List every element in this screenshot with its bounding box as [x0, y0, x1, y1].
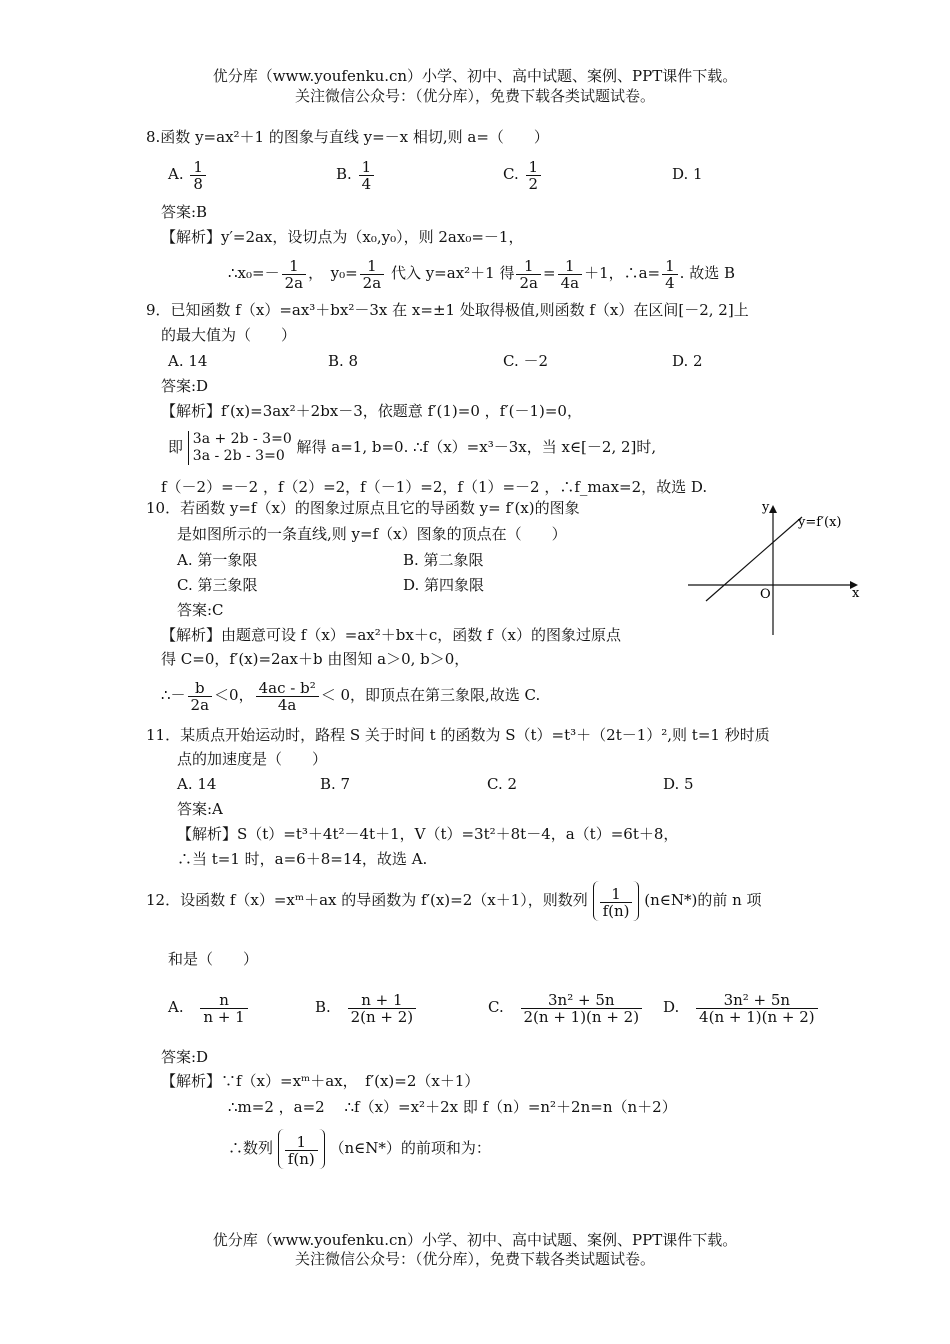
- q10-solution-2: 得 C=0，f′(x)=2ax＋b 由图知 a＞0, b＞0，: [161, 650, 470, 668]
- q11-solution-2: ∴当 t=1 时，a=6＋8=14，故选 A.: [177, 850, 428, 868]
- q12-solution-3: ∴数列 $\frac{1}{f(n)}$ （n∈N*）的前项和为：: [228, 1128, 491, 1169]
- q10-derivative-graph: [680, 495, 870, 640]
- curve-label: y=f′(x): [798, 515, 842, 530]
- q12-solution-1: 【解析】∵f（x）=xᵐ＋ax， f′(x)=2（x＋1）: [161, 1072, 480, 1090]
- y-axis-arrow: [769, 505, 777, 513]
- q8-option-b: B. $\frac{1}{4}$: [336, 155, 376, 193]
- q8-solution-1: 【解析】y′=2ax，设切点为（x₀,y₀），则 2ax₀=－1，: [161, 228, 524, 246]
- q9-option-c: C. －2: [503, 352, 549, 370]
- q9-option-a: A. 14: [168, 352, 208, 370]
- q12-solution-2: ∴m=2 ，a=2 ∴f（x）=x²＋2x 即 f（n）=n²＋2n=n（n＋2）: [228, 1098, 677, 1116]
- footer-line-2: 关注微信公众号：（优分库），免费下载各类试题试卷。: [294, 1250, 655, 1268]
- q10-option-a: A. 第一象限: [177, 551, 258, 569]
- q8-solution-2: ∴x₀=－ $\frac{1}{2a}$ ， y₀= $\frac{1}{2a}$ 代入 y=ax²＋1 得 $\frac{1}{2a}$ = $\frac{1}{4a}$ ＋1，∴a= $\frac{1}{4}$ . 故选 B: [228, 256, 735, 292]
- x-axis-label: x: [852, 586, 860, 601]
- q10-stem-1: 10．若函数 y=f（x）的图象过原点且它的导函数 y= f′(x)的图象: [146, 499, 580, 517]
- q12-stem-2: 和是（ ）: [168, 950, 259, 968]
- q10-answer: 答案:C: [177, 601, 224, 619]
- q9-solution-3: f（－2）=－2 ，f（2）=2，f（－1）=2，f（1）=－2 ，∴f_max=2，故选 D.: [161, 478, 708, 496]
- origin-label: O: [760, 587, 771, 602]
- header-line-2: 关注微信公众号：（优分库），免费下载各类试题试卷。: [294, 87, 655, 105]
- q9-answer: 答案:D: [161, 377, 209, 395]
- q12-stem: 12．设函数 f（x）=xᵐ＋ax 的导函数为 f′(x)=2（x＋1），则数列 $\frac{1}{f(n)}$ (n∈N*)的前 n 项: [146, 880, 762, 921]
- q8-option-a: A. $\frac{1}{8}$: [168, 155, 208, 193]
- q10-option-b: B. 第二象限: [403, 551, 484, 569]
- q11-solution-1: 【解析】S（t）=t³＋4t²－4t＋1，V（t）=3t²＋8t－4，a（t）=6t＋8，: [177, 825, 679, 843]
- q12-option-d: D. $\frac{\text{3n² + 5n}}{4(n + 1)(n + 2)}$: [663, 987, 820, 1027]
- q10-option-d: D. 第四象限: [403, 576, 485, 594]
- q11-option-d: D. 5: [663, 775, 694, 793]
- q9-stem-1: 9．已知函数 f（x）=ax³＋bx²－3x 在 x=±1 处取得极值,则函数 f（x）在区间[－2, 2]上: [146, 301, 749, 319]
- q12-option-b: B. $\frac{n + 1}{2(n + 2)}$: [315, 987, 418, 1027]
- q11-stem-2: 点的加速度是（ ）: [177, 750, 328, 768]
- q12-option-c: C. $\frac{\text{3n² + 5n}}{2(n + 1)(n + 2)}$: [488, 987, 644, 1027]
- q8-stem: 8.函数 y=ax²＋1 的图象与直线 y=－x 相切,则 a=（ ）: [146, 128, 549, 146]
- header-line-1: 优分库（www.youfenku.cn）小学、初中、高中试题、案例、PPT课件下载。: [212, 67, 738, 85]
- q8-option-c: C. $\frac{1}{2}$: [503, 155, 543, 193]
- q11-option-c: C. 2: [487, 775, 518, 793]
- q9-stem-2: 的最大值为（ ）: [161, 326, 297, 344]
- q10-solution-3: ∴－ $\frac{b}{2a}$ ＜0， $\frac{\text{4ac - b²}}{4a}$ ＜ 0，即顶点在第三象限,故选 C.: [161, 678, 541, 714]
- q10-option-c: C. 第三象限: [177, 576, 258, 594]
- q9-solution-2: 即 3a + 2b - 3=0 3a - 2b - 3=0 解得 a=1, b=0. ∴f（x）=x³－3x，当 x∈[－2, 2]时,: [168, 431, 657, 464]
- q12-answer: 答案:D: [161, 1048, 209, 1066]
- q12-option-a: A. $\frac{n}{n + 1}$: [168, 987, 250, 1027]
- q11-answer: 答案:A: [177, 800, 223, 818]
- q9-equation-system: 3a + 2b - 3=0 3a - 2b - 3=0: [188, 431, 292, 465]
- q11-option-b: B. 7: [320, 775, 351, 793]
- derivative-line: [706, 517, 802, 601]
- q9-solution-1: 【解析】f′(x)=3ax²＋2bx－3，依题意 f′(1)=0 ，f′(－1)=0，: [161, 402, 582, 420]
- q9-option-d: D. 2: [672, 352, 703, 370]
- q10-solution-1: 【解析】由题意可设 f（x）=ax²＋bx＋c，函数 f（x）的图象过原点: [161, 626, 622, 644]
- q11-stem-1: 11．某质点开始运动时，路程 S 关于时间 t 的函数为 S（t）=t³＋（2t－1）²,则 t=1 秒时质: [146, 726, 770, 744]
- q8-answer: 答案:B: [161, 203, 208, 221]
- y-axis-label: y: [762, 500, 770, 515]
- q10-stem-2: 是如图所示的一条直线,则 y=f（x）图象的顶点在（ ）: [177, 525, 567, 543]
- footer-line-1: 优分库（www.youfenku.cn）小学、初中、高中试题、案例、PPT课件下载。: [212, 1231, 738, 1249]
- q11-option-a: A. 14: [177, 775, 217, 793]
- q8-option-d: D. 1: [672, 165, 703, 183]
- q9-option-b: B. 8: [328, 352, 359, 370]
